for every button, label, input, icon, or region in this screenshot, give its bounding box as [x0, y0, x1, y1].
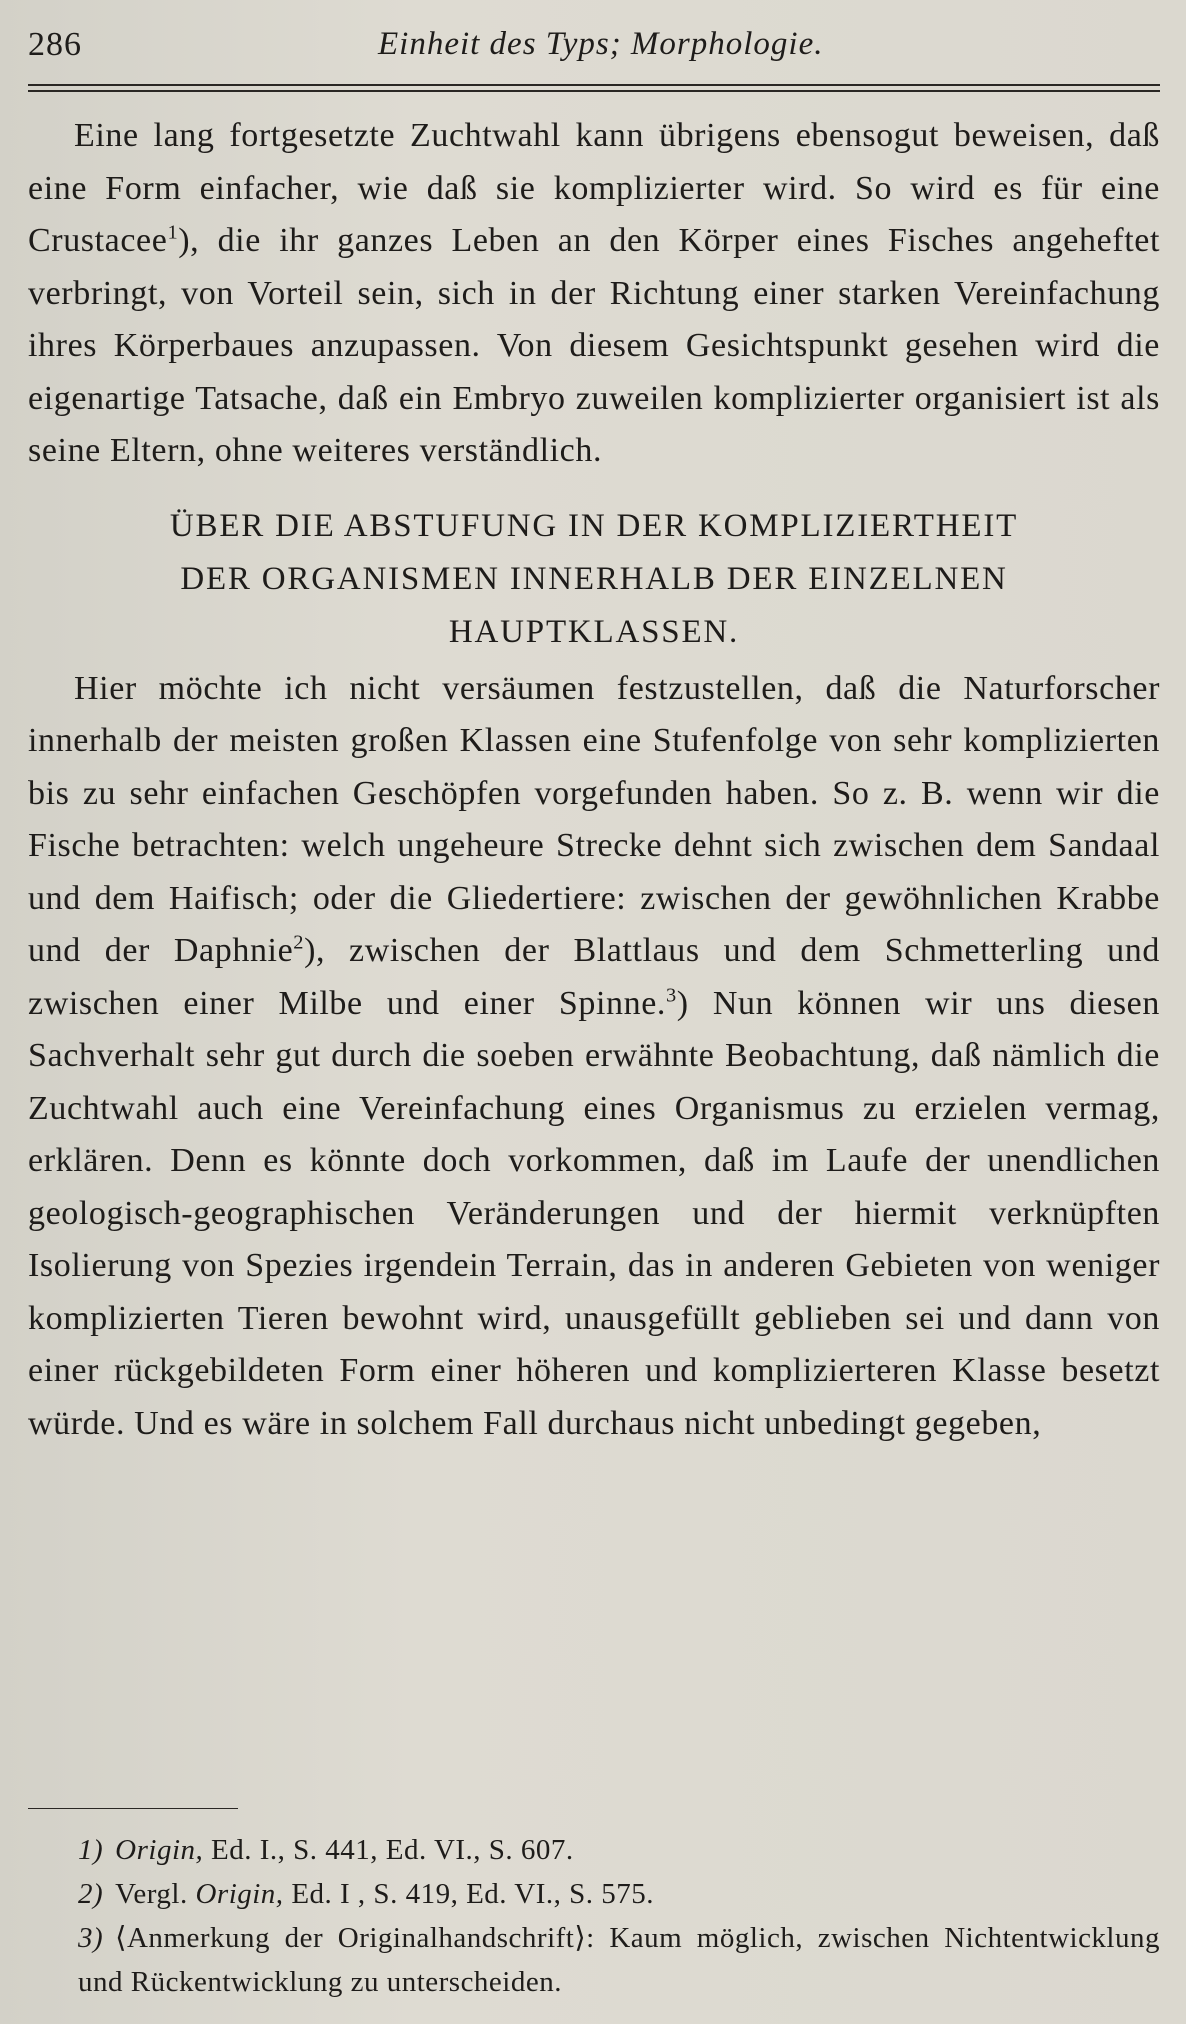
footnote-rule: [28, 1808, 238, 1809]
paragraph-2-part-2: ), zwischen der Blattlaus und dem Schmetterling und zwischen einer Milbe und einer Spinne.: [28, 932, 1160, 1022]
footnote-2-marker: 2): [78, 1878, 104, 1910]
header-rule-top: [28, 84, 1160, 86]
section-heading: [28, 500, 1160, 659]
header-rule-bottom: [28, 90, 1160, 92]
running-title: Einheit des Typs; Morphologie.: [378, 26, 824, 62]
footnote-1-marker: 1): [78, 1834, 104, 1866]
footnote-2: [28, 1872, 1160, 1916]
footnote-3: [28, 1916, 1160, 2004]
page-number: 286: [28, 26, 82, 63]
footnote-2-source: Origin,: [195, 1878, 284, 1910]
footnote-ref-1: 1: [167, 221, 179, 244]
footnote-ref-3: 3: [665, 984, 677, 1007]
heading-line-1: ÜBER DIE ABSTUFUNG IN DER KOMPLIZIERTHEIT: [169, 507, 1019, 544]
paragraph-2-part-3: ) Nun können wir uns diesen Sachverhalt sehr gut durch die soeben erwähnte Beobachtung, daß nämlich die Zuchtwahl auch eine Vereinfachung eines Organismus zu erzielen vermag, erklären. Denn es könnte doch vorkommen, daß im Laufe der unendlichen geologisch-geographischen Veränderungen und der hiermit verknüpften Isolierung von Spezies irgendein Terrain, das in anderen Gebieten von weniger komplizierten Tieren bewohnt wird, unausgefüllt geblieben sei und dann von einer rückgebildeten Form einer höheren und komplizierteren Klasse besetzt würde. Und es wäre in solchem Fall durchaus nicht unbedingt gegeben,: [28, 984, 1160, 1442]
footnote-ref-2: 2: [293, 931, 305, 954]
page-header: [28, 26, 1158, 66]
body-text: [28, 110, 1160, 1450]
paragraph-2-part-1: Hier möchte ich nicht versäumen festzustellen, daß die Naturforscher innerhalb der meisten großen Klassen eine Stufenfolge von sehr komplizierten bis zu sehr einfachen Geschöpfen vorgefunden haben. So z. B. wenn wir die Fische betrachten: welch ungeheure Strecke dehnt sich zwischen dem Sandaal und dem Haifisch; oder die Gliedertiere: zwischen der gewöhnlichen Krabbe und der Daphnie: [28, 669, 1160, 969]
paragraph-1-part-2: ), die ihr ganzes Leben an den Körper eines Fisches angeheftet verbringt, von Vorteil sein, sich in der Richtung einer starken Vereinfachung ihres Körperbaues anzupassen. Von diesem Gesichtspunkt gesehen wird die eigenartige Tatsache, daß ein Embryo zuweilen komplizierter organisiert ist als seine Eltern, ohne weiteres verständlich.: [28, 222, 1160, 469]
footnote-3-text: ⟨Anmerkung der Originalhandschrift⟩: Kaum möglich, zwischen Nichtentwicklung und Rückentwicklung zu unterscheiden.: [78, 1922, 1160, 1998]
footnote-2-text: Ed. I , S. 419, Ed. VI., S. 575.: [283, 1878, 654, 1910]
footnote-1-text: Ed. I., S. 441, Ed. VI., S. 607.: [203, 1834, 574, 1866]
footnotes: [28, 1828, 1160, 2004]
paragraph-1: [28, 110, 1160, 478]
footnote-3-marker: 3): [78, 1922, 104, 1954]
footnote-1: [28, 1828, 1160, 1872]
heading-line-2: DER ORGANISMEN INNERHALB DER EINZELNEN: [180, 560, 1008, 597]
paragraph-1-part-1: Eine lang fortgesetzte Zuchtwahl kann übrigens ebensogut beweisen, daß eine Form einfacher, wie daß sie komplizierter wird. So wird es für eine Crustacee: [28, 117, 1160, 259]
paragraph-2: [28, 663, 1160, 1451]
heading-line-3: HAUPTKLASSEN.: [448, 613, 740, 650]
footnote-1-source: Origin,: [115, 1834, 204, 1866]
footnote-2-prefix: Vergl.: [115, 1878, 196, 1910]
